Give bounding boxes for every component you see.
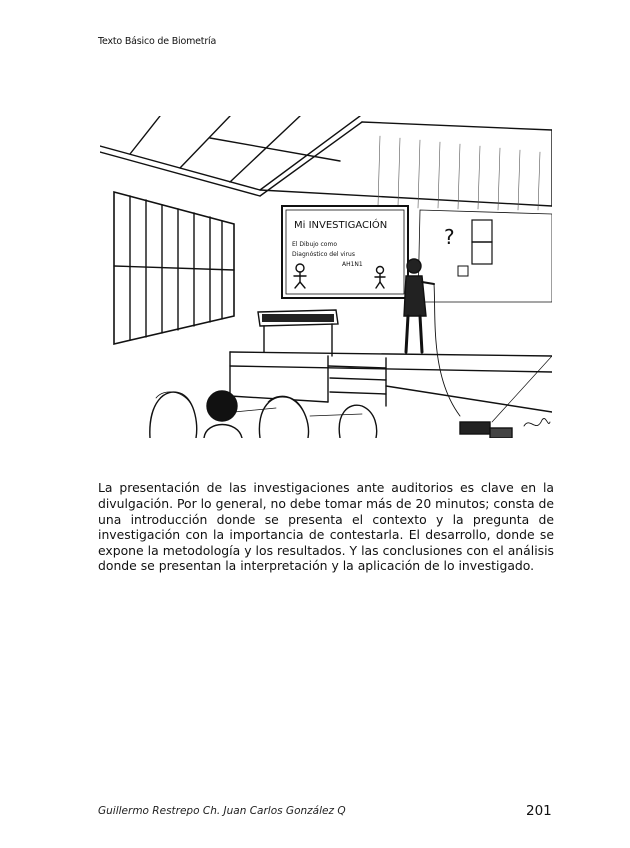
svg-text:AH1N1: AH1N1 — [342, 261, 363, 268]
projected-screen — [418, 210, 552, 302]
svg-text:Diagnóstico del virus: Diagnóstico del virus — [292, 251, 355, 258]
ceiling-lines — [100, 116, 552, 206]
svg-text:Mi INVESTIGACIÓN: Mi INVESTIGACIÓN — [294, 220, 388, 231]
whiteboard — [282, 206, 408, 298]
projector — [460, 356, 552, 438]
table — [258, 310, 338, 356]
body-paragraph: La presentación de las investigaciones ante auditorios es clave en la divulgación. Por lo general, no debe tomar más de 20 minutos; consta de una introducción donde se presenta el contexto y la pregunta de investigación con la importancia de contestarla. El desarrollo, donde se expone la metodología y los resultados. Y las conclusiones con el análisis donde se presentan la interpretación y la aplicación de lo investigado. — [98, 480, 554, 574]
wall-hatching — [378, 136, 540, 210]
window-frames — [114, 192, 234, 344]
svg-text:?: ? — [444, 225, 455, 249]
running-header: Texto Básico de Biometría — [98, 36, 217, 47]
presenter — [404, 259, 460, 416]
footer-authors: Guillermo Restrepo Ch. Juan Carlos González Q — [98, 805, 346, 817]
page-number: 201 — [526, 803, 552, 819]
svg-text:El Dibujo como: El Dibujo como — [292, 241, 337, 248]
classroom-illustration — [100, 116, 552, 438]
artist-signature — [524, 418, 550, 426]
